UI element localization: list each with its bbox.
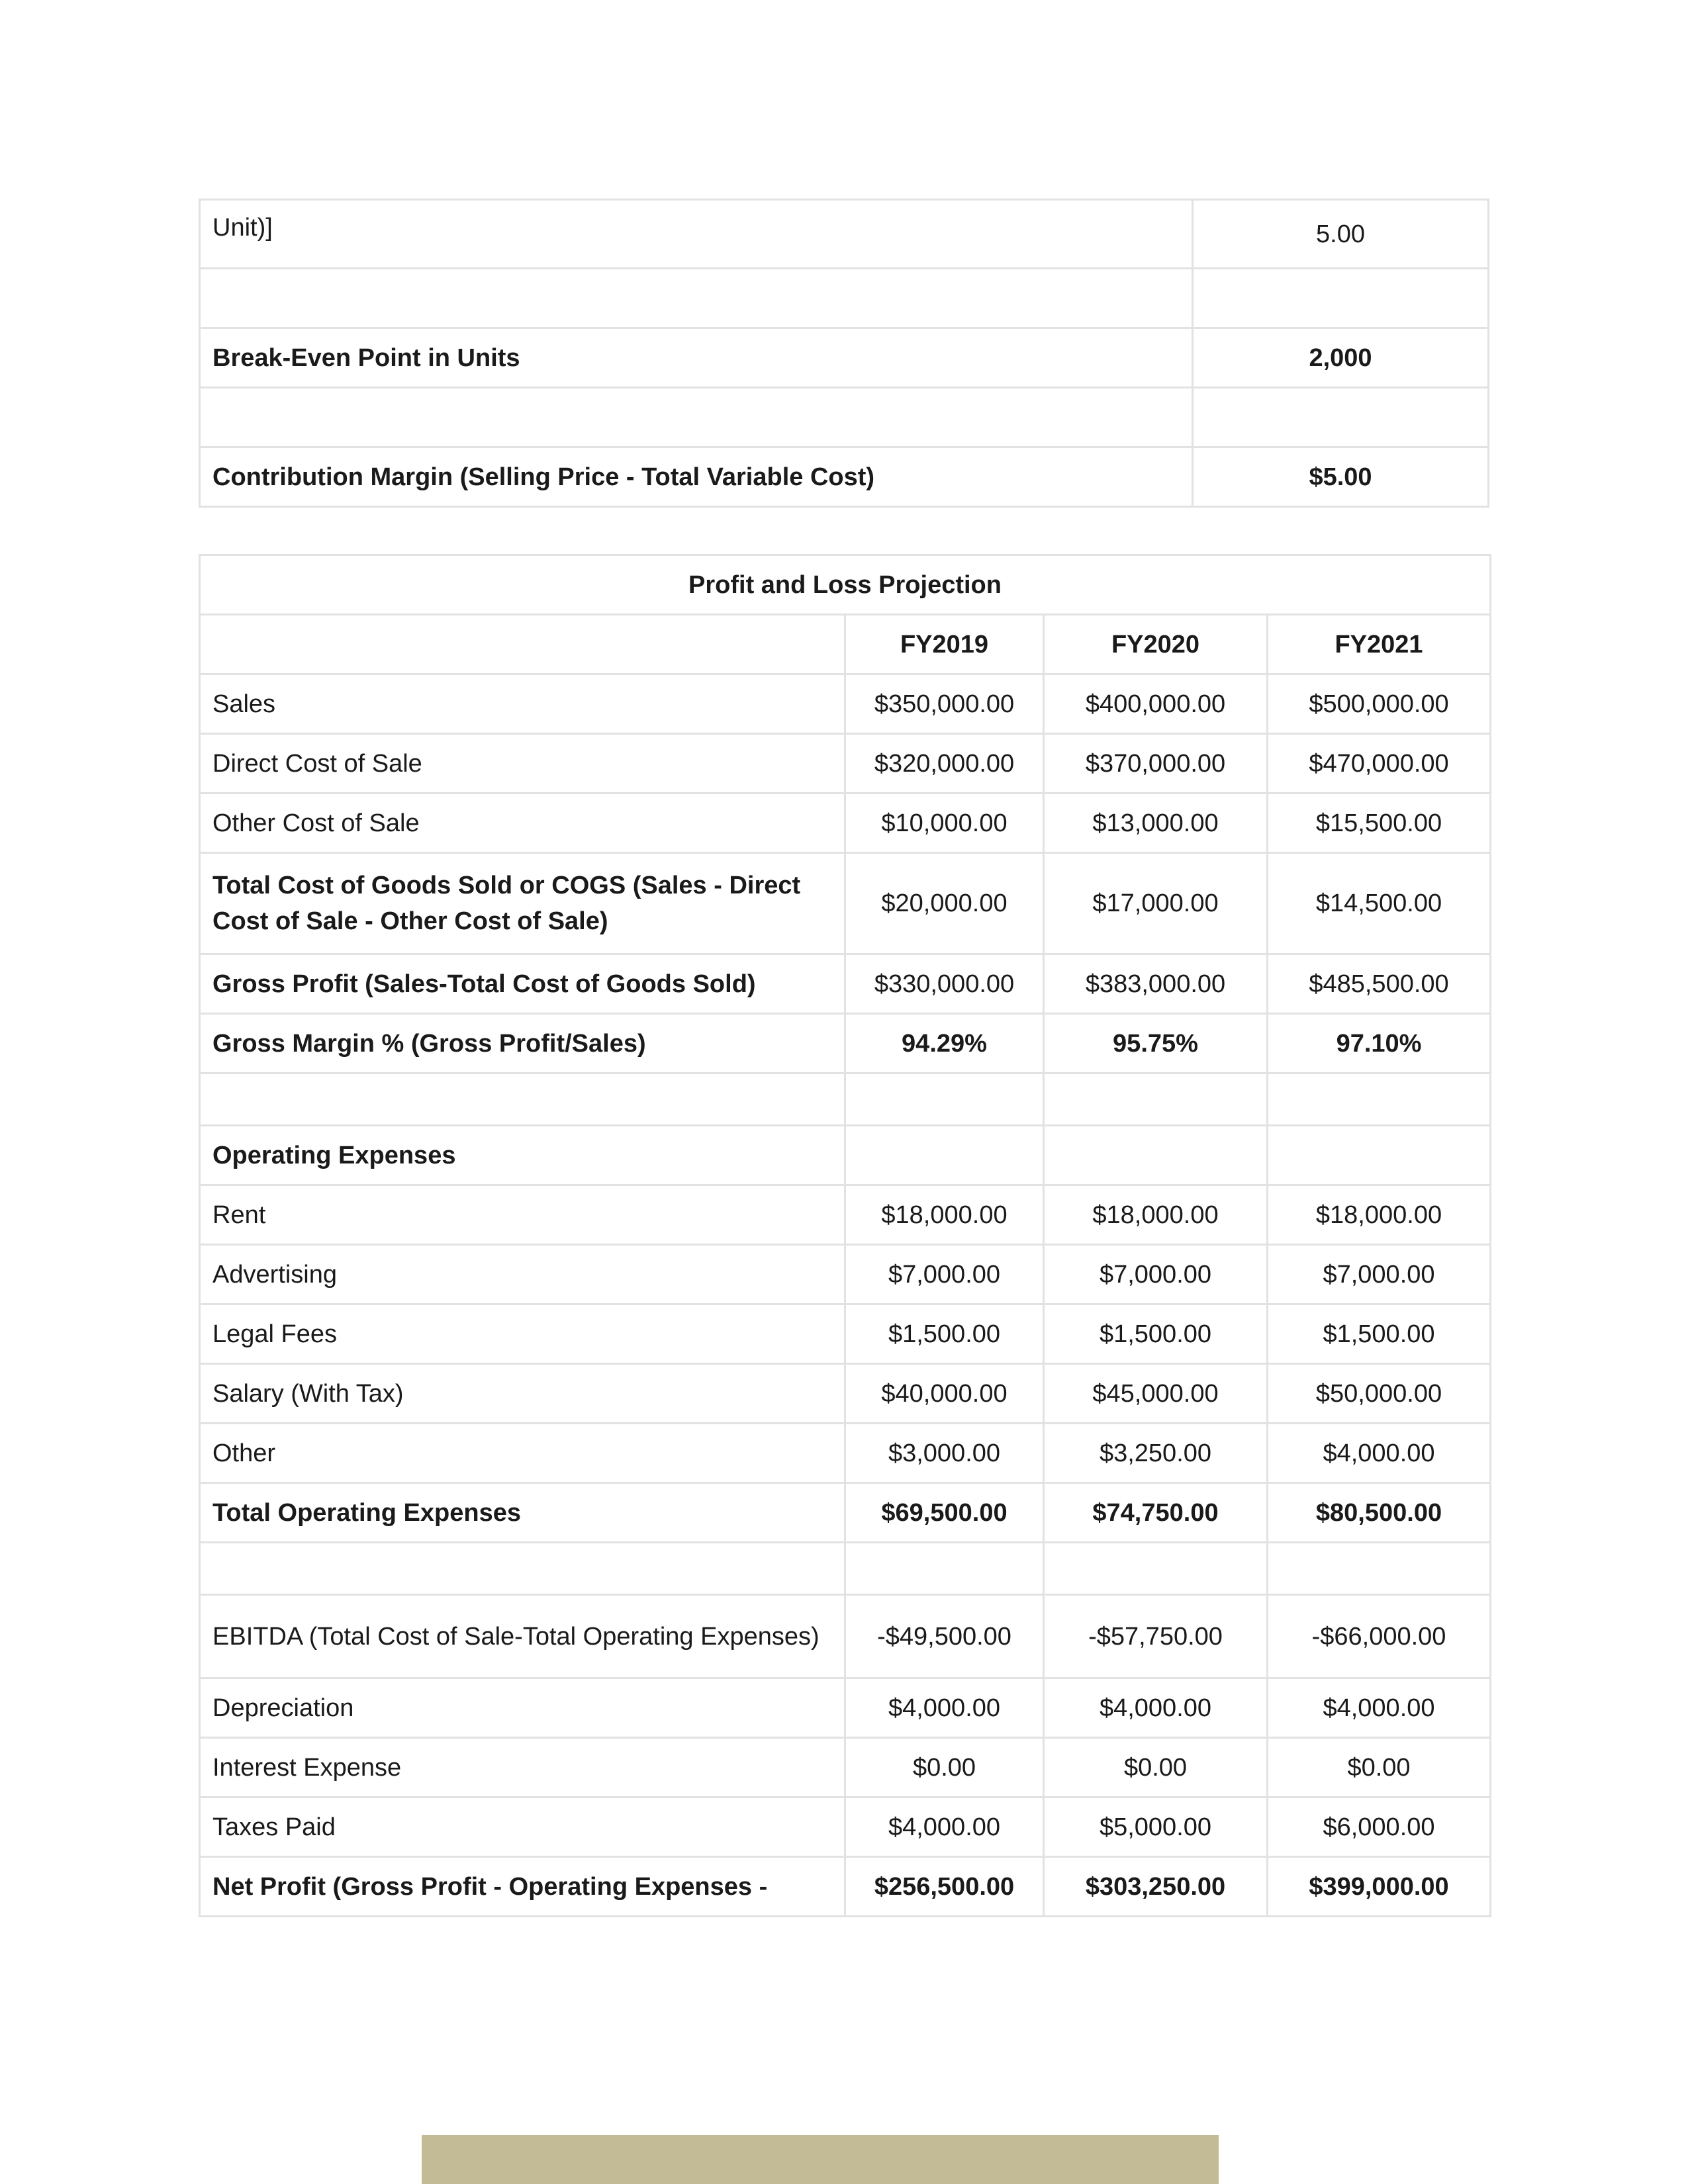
cell-fy2019: $69,500.00 (845, 1483, 1044, 1543)
column-header-fy2020: FY2020 (1044, 615, 1268, 674)
row-label: Salary (With Tax) (200, 1364, 845, 1424)
cell-fy2019: $0.00 (845, 1738, 1044, 1797)
table-title-row (200, 555, 1491, 615)
cell-fy2019: $7,000.00 (845, 1245, 1044, 1304)
cell-fy2020: $303,250.00 (1044, 1857, 1268, 1917)
row-label: Break-Even Point in Units (200, 328, 1193, 388)
cell-fy2019: $1,500.00 (845, 1304, 1044, 1364)
table-row-direct-cost-of-sale (200, 734, 1491, 794)
table-header-row (200, 615, 1491, 674)
table-row-taxes-paid (200, 1797, 1491, 1857)
cell-fy2020 (1044, 1126, 1268, 1185)
cell-fy2021: $15,500.00 (1268, 794, 1491, 853)
cell-fy2020: $1,500.00 (1044, 1304, 1268, 1364)
row-value (1193, 388, 1489, 447)
cell-fy2021: $470,000.00 (1268, 734, 1491, 794)
cell-fy2020: $7,000.00 (1044, 1245, 1268, 1304)
cell-fy2020: $5,000.00 (1044, 1797, 1268, 1857)
row-label: EBITDA (Total Cost of Sale-Total Operating Expenses) (200, 1595, 845, 1678)
table-row-legal-fees (200, 1304, 1491, 1364)
footer-decorative-bar (422, 2135, 1219, 2184)
cell-fy2021: $6,000.00 (1268, 1797, 1491, 1857)
row-label: Legal Fees (200, 1304, 845, 1364)
cell-fy2019: -$49,500.00 (845, 1595, 1044, 1678)
cell-fy2019 (845, 1073, 1044, 1126)
table-row-sales (200, 674, 1491, 734)
cell-fy2021 (1268, 1073, 1491, 1126)
cell-fy2019: 94.29% (845, 1014, 1044, 1073)
table-row-blank (200, 388, 1489, 447)
cell-fy2020: $3,250.00 (1044, 1424, 1268, 1483)
row-label: Net Profit (Gross Profit - Operating Expenses - (200, 1857, 845, 1917)
table-row-total-operating-expenses (200, 1483, 1491, 1543)
row-label: Direct Cost of Sale (200, 734, 845, 794)
cell-fy2021: $4,000.00 (1268, 1678, 1491, 1738)
row-label: Contribution Margin (Selling Price - Total Variable Cost) (200, 447, 1193, 507)
row-label: Other (200, 1424, 845, 1483)
cell-fy2021: $50,000.00 (1268, 1364, 1491, 1424)
cell-fy2019: $350,000.00 (845, 674, 1044, 734)
cell-fy2020: 95.75% (1044, 1014, 1268, 1073)
column-header-fy2019: FY2019 (845, 615, 1044, 674)
table-row-break-even-units (200, 328, 1489, 388)
table-row-gross-profit (200, 954, 1491, 1014)
cell-fy2019: $256,500.00 (845, 1857, 1044, 1917)
table-row-advertising (200, 1245, 1491, 1304)
row-value: 5.00 (1193, 200, 1489, 269)
cell-fy2020: -$57,750.00 (1044, 1595, 1268, 1678)
table-row-other-cost-of-sale (200, 794, 1491, 853)
break-even-table (199, 199, 1489, 508)
profit-loss-table (199, 554, 1491, 1917)
column-header (200, 615, 845, 674)
table-row-ebitda (200, 1595, 1491, 1678)
row-value: $5.00 (1193, 447, 1489, 507)
row-label: Total Operating Expenses (200, 1483, 845, 1543)
table-row-blank (200, 1073, 1491, 1126)
table-row-net-profit (200, 1857, 1491, 1917)
table-row-interest-expense (200, 1738, 1491, 1797)
cell-fy2021: $7,000.00 (1268, 1245, 1491, 1304)
cell-fy2020: $17,000.00 (1044, 853, 1268, 954)
table-row (200, 200, 1489, 269)
cell-fy2020: $383,000.00 (1044, 954, 1268, 1014)
cell-fy2021: $0.00 (1268, 1738, 1491, 1797)
cell-fy2021 (1268, 1126, 1491, 1185)
row-label: Depreciation (200, 1678, 845, 1738)
cell-fy2021: $80,500.00 (1268, 1483, 1491, 1543)
cell-fy2019 (845, 1126, 1044, 1185)
cell-fy2021: -$66,000.00 (1268, 1595, 1491, 1678)
cell-fy2019: $330,000.00 (845, 954, 1044, 1014)
row-label (200, 1543, 845, 1595)
cell-fy2021 (1268, 1543, 1491, 1595)
row-label: Advertising (200, 1245, 845, 1304)
row-value (1193, 269, 1489, 328)
table-row-contribution-margin (200, 447, 1489, 507)
row-label: Gross Margin % (Gross Profit/Sales) (200, 1014, 845, 1073)
cell-fy2021: $14,500.00 (1268, 853, 1491, 954)
table-row-depreciation (200, 1678, 1491, 1738)
row-label: Rent (200, 1185, 845, 1245)
cell-fy2021: 97.10% (1268, 1014, 1491, 1073)
cell-fy2019: $320,000.00 (845, 734, 1044, 794)
table-title: Profit and Loss Projection (200, 555, 1491, 615)
row-label: Other Cost of Sale (200, 794, 845, 853)
column-header-fy2021: FY2021 (1268, 615, 1491, 674)
cell-fy2021: $1,500.00 (1268, 1304, 1491, 1364)
cell-fy2021: $500,000.00 (1268, 674, 1491, 734)
cell-fy2020 (1044, 1073, 1268, 1126)
cell-fy2020: $370,000.00 (1044, 734, 1268, 794)
table-row-gross-margin (200, 1014, 1491, 1073)
cell-fy2019 (845, 1543, 1044, 1595)
table-row-other (200, 1424, 1491, 1483)
table-row-rent (200, 1185, 1491, 1245)
cell-fy2020: $0.00 (1044, 1738, 1268, 1797)
table-row-operating-expenses-heading (200, 1126, 1491, 1185)
row-label (200, 269, 1193, 328)
row-value: 2,000 (1193, 328, 1489, 388)
table-row-blank (200, 1543, 1491, 1595)
row-label: Taxes Paid (200, 1797, 845, 1857)
cell-fy2021: $399,000.00 (1268, 1857, 1491, 1917)
cell-fy2019: $3,000.00 (845, 1424, 1044, 1483)
row-label: Operating Expenses (200, 1126, 845, 1185)
cell-fy2019: $18,000.00 (845, 1185, 1044, 1245)
cell-fy2020 (1044, 1543, 1268, 1595)
row-label: Interest Expense (200, 1738, 845, 1797)
cell-fy2020: $18,000.00 (1044, 1185, 1268, 1245)
row-label: Total Cost of Goods Sold or COGS (Sales - Direct Cost of Sale - Other Cost of Sale) (200, 853, 845, 954)
cell-fy2021: $18,000.00 (1268, 1185, 1491, 1245)
cell-fy2020: $74,750.00 (1044, 1483, 1268, 1543)
row-label (200, 388, 1193, 447)
cell-fy2020: $400,000.00 (1044, 674, 1268, 734)
cell-fy2021: $485,500.00 (1268, 954, 1491, 1014)
table-row-salary (200, 1364, 1491, 1424)
row-label: Unit)] (200, 200, 1193, 269)
row-label (200, 1073, 845, 1126)
cell-fy2019: $10,000.00 (845, 794, 1044, 853)
cell-fy2021: $4,000.00 (1268, 1424, 1491, 1483)
cell-fy2020: $4,000.00 (1044, 1678, 1268, 1738)
cell-fy2019: $20,000.00 (845, 853, 1044, 954)
cell-fy2019: $4,000.00 (845, 1678, 1044, 1738)
cell-fy2020: $13,000.00 (1044, 794, 1268, 853)
cell-fy2020: $45,000.00 (1044, 1364, 1268, 1424)
row-label: Sales (200, 674, 845, 734)
cell-fy2019: $40,000.00 (845, 1364, 1044, 1424)
row-label: Gross Profit (Sales-Total Cost of Goods Sold) (200, 954, 845, 1014)
table-row-blank (200, 269, 1489, 328)
cell-fy2019: $4,000.00 (845, 1797, 1044, 1857)
table-row-total-cogs (200, 853, 1491, 954)
